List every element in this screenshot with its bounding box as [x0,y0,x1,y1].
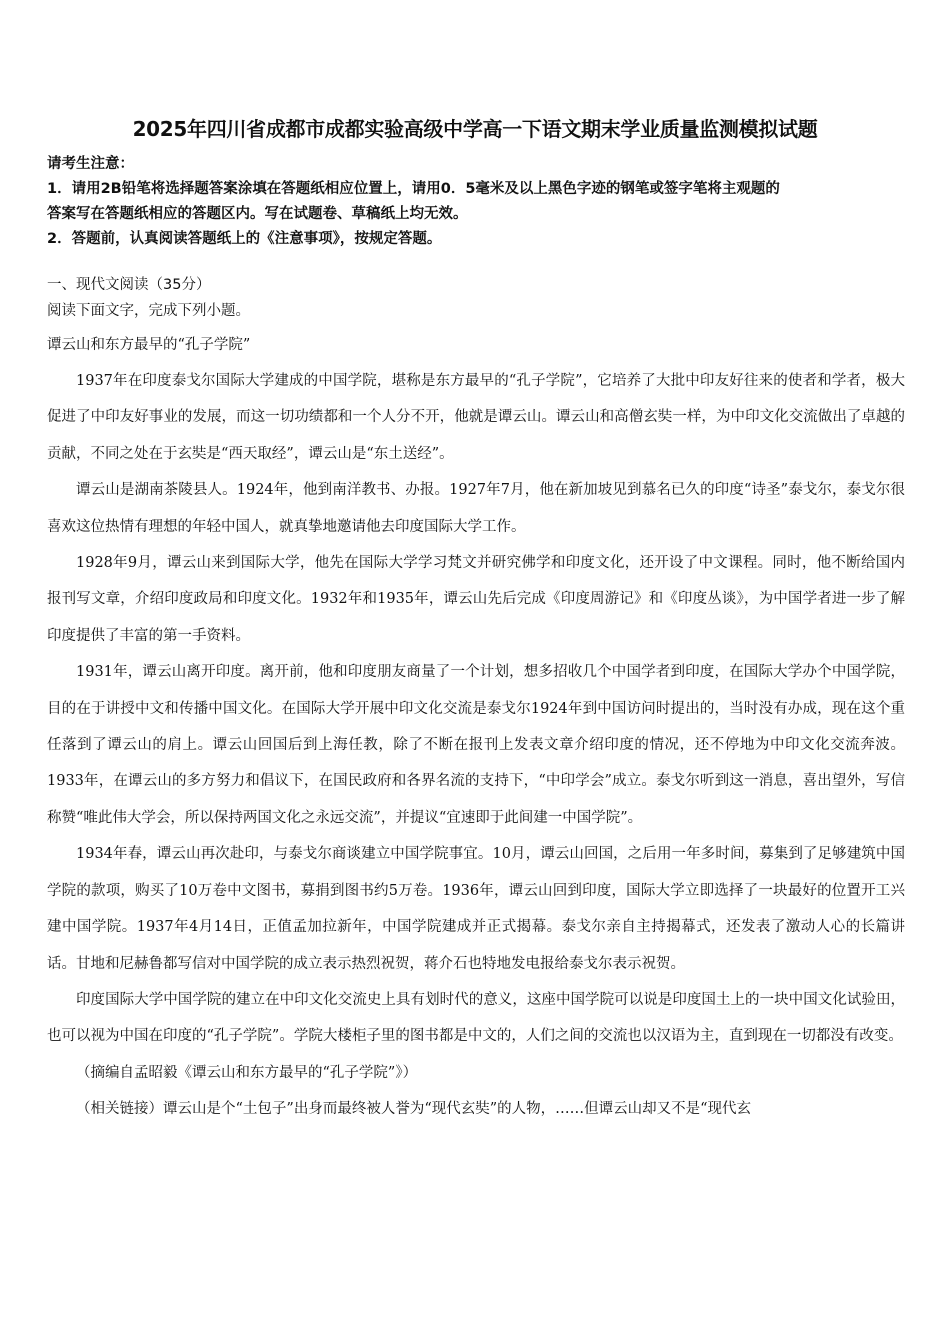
candidate-notice [47,152,907,252]
article-body [47,363,905,1128]
source-citation: （摘编自孟昭毅《谭云山和东方最早的“孔子学院”》） [76,1064,418,1081]
notice-item-1-line-1: 1．请用2B铅笔将选择题答案涂填在答题纸相应位置上，请用0．5毫米及以上黑色字迹的钢笔或签字笔将主观题的 [47,181,780,197]
paragraph: 谭云山是湖南茶陵县人。1924年，他到南洋教书、办报。1927年7月，他在新加坡见到慕名已久的印度“诗圣”泰戈尔，泰戈尔很喜欢这位热情有理想的年轻中国人，就真挚地邀请他去印度国际大学工作。 [47,482,905,535]
section-heading: 一、现代文阅读（35分） [47,277,211,293]
article-title: 谭云山和东方最早的“孔子学院” [47,337,251,353]
paragraph: 印度国际大学中国学院的建立在中印文化交流史上具有划时代的意义，这座中国学院可以说是印度国土上的一块中国文化试验田，也可以视为中国在印度的“孔子学院”。学院大楼柜子里的图书都是中文的，人们之间的交流也以汉语为主，直到现在一切都没有改变。 [47,991,905,1045]
paragraph: 1937年在印度泰戈尔国际大学建成的中国学院，堪称是东方最早的“孔子学院”，它培养了大批中印友好往来的使者和学者，极大促进了中印友好事业的发展，而这一切功绩都和一个人分不开，他就是谭云山。谭云山和高僧玄奘一样，为中印文化交流做出了卓越的贡献，不同之处在于玄奘是“西天取经”，谭云山是“东土送经”。 [47,373,905,462]
paragraph: 1934年春，谭云山再次赴印，与泰戈尔商谈建立中国学院事宜。10月，谭云山回国，之后用一年多时间，募集到了足够建筑中国学院的款项，购买了10万卷中文图书，募捐到图书约5万卷。1936年，谭云山回到印度，国际大学立即选择了一块最好的位置开工兴建中国学院。1937年4月14日，正值孟加拉新年，中国学院建成并正式揭幕。泰戈尔亲自主持揭幕式，还发表了激动人心的长篇讲话。甘地和尼赫鲁都写信对中国学院的成立表示热烈祝贺，蒋介石也特地发电报给泰戈尔表示祝贺。 [47,846,905,972]
notice-item-2: 2．答题前，认真阅读答题纸上的《注意事项》，按规定答题。 [47,231,442,247]
section-instruction: 阅读下面文字，完成下列小题。 [47,303,250,319]
notice-heading: 请考生注意： [47,156,134,172]
related-link-paragraph: （相关链接）谭云山是个“土包子”出身而最终被人誉为“现代玄奘”的人物，……但谭云山却又不是“现代玄 [76,1101,752,1118]
paragraph: 1931年，谭云山离开印度。离开前，他和印度朋友商量了一个计划，想多招收几个中国学者到印度，在国际大学办个中国学院，目的在于讲授中文和传播中国文化。在国际大学开展中印文化交流是泰戈尔1924年到中国访问时提出的，当时没有办成，现在这个重任落到了谭云山的肩上。谭云山回国后到上海任教，除了不断在报刊上发表文章介绍印度的情况，还不停地为中印文化交流奔波。1933年，在谭云山的多方努力和倡议下，在国民政府和各界名流的支持下，“中印学会”成立。泰戈尔听到这一消息，喜出望外，写信称赞“唯此伟大学会，所以保持两国文化之永远交流”，并提议“宜速即于此间建一中国学院”。 [47,664,905,826]
exam-title: 2025年四川省成都市成都实验高级中学高一下语文期末学业质量监测模拟试题 [132,117,818,141]
notice-item-1-line-2: 答案写在答题纸相应的答题区内。写在试题卷、草稿纸上均无效。 [47,206,468,222]
paragraph: 1928年9月，谭云山来到国际大学，他先在国际大学学习梵文并研究佛学和印度文化，还开设了中文课程。同时，他不断给国内报刊写文章，介绍印度政局和印度文化。1932年和1935年，谭云山先后完成《印度周游记》和《印度丛谈》，为中国学者进一步了解印度提供了丰富的第一手资料。 [47,555,905,644]
